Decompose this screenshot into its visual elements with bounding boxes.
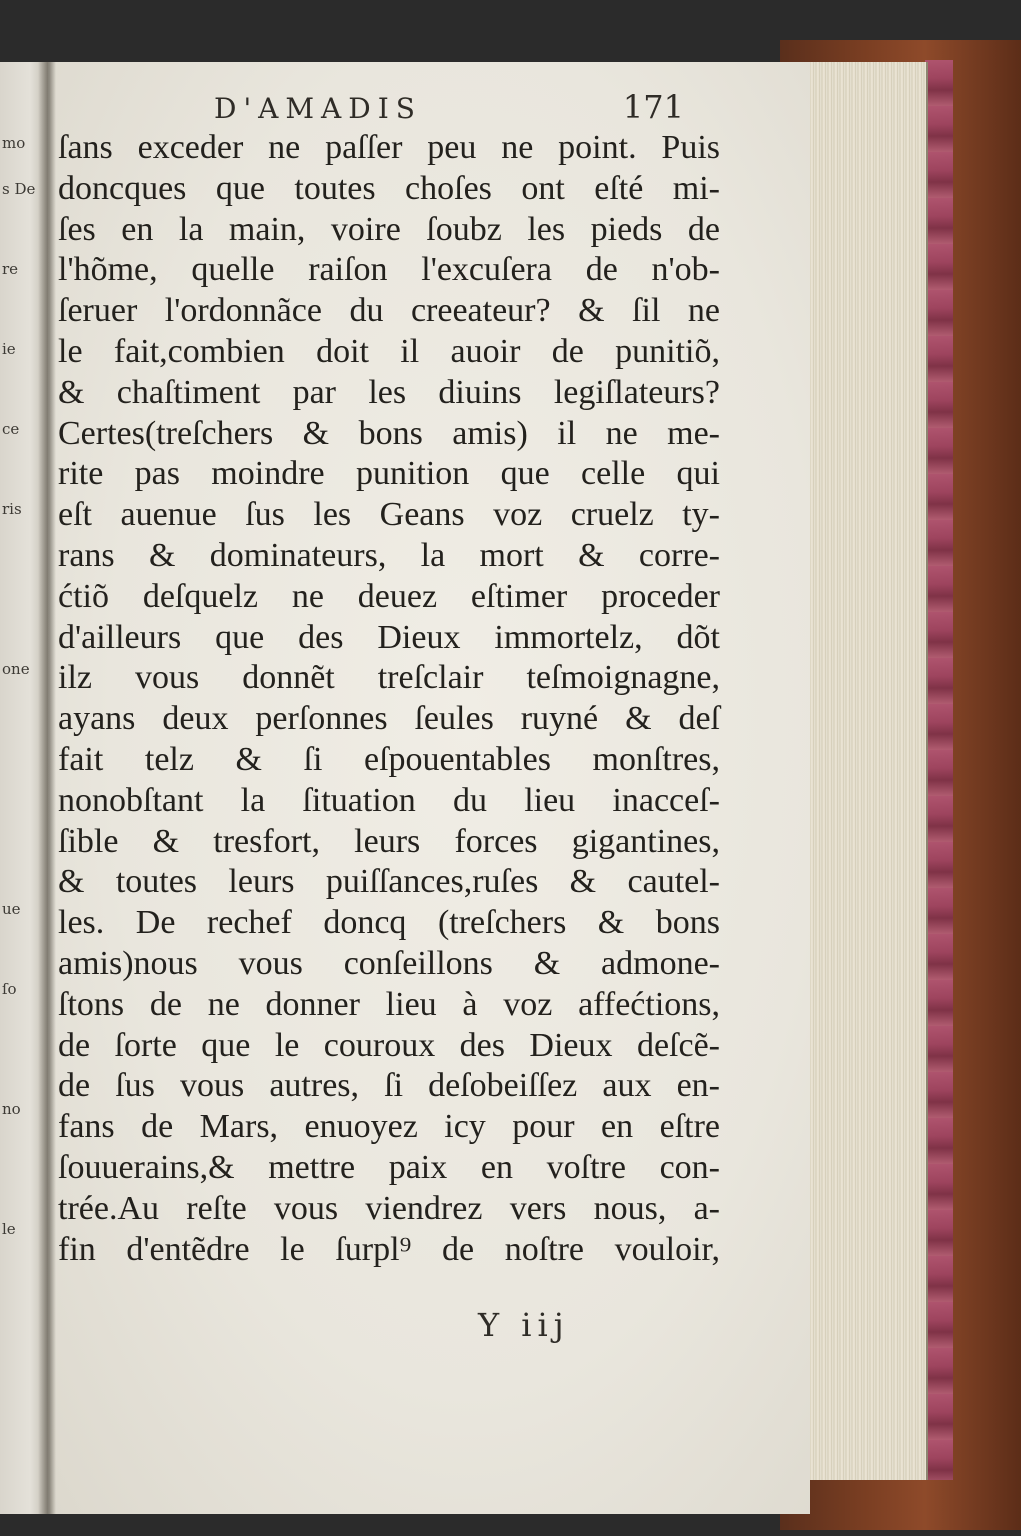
text-line: nonobſtant la ſituation du lieu inacceſ- [58, 781, 720, 819]
text-line: eſt auenue ſus les Geans voz cruelz ty- [58, 496, 720, 534]
text-line: de ſus vous autres, ſi deſobeiſſez aux en- [58, 1067, 720, 1105]
running-head: D'AMADIS [214, 92, 422, 125]
facing-page-fragment: ce [2, 420, 20, 438]
text-line: ſeruer l'ordonnãce du creeateur? & ſil ne [58, 292, 720, 330]
text-line: rite pas moindre punition que celle qui [58, 455, 720, 493]
text-line: fait telz & ſi eſpouentables monſtres, [58, 740, 720, 778]
text-line: Certes(treſchers & bons amis) il ne me- [58, 414, 720, 452]
facing-page-fragment: ſo [2, 980, 17, 998]
text-line: le fait,combien doit il auoir de punitiõ, [58, 332, 720, 370]
facing-page-fragment: ris [2, 500, 22, 518]
facing-page-fragment: one [2, 660, 30, 678]
text-line: rans & dominateurs, la mort & corre- [58, 536, 720, 574]
text-line: doncques que toutes choſes ont eſté mi- [58, 169, 720, 207]
facing-page-fragment: mo [2, 134, 26, 152]
page-gutter [38, 62, 56, 1514]
facing-page-fragment: le [2, 1220, 16, 1238]
facing-page-fragment: ie [2, 340, 16, 358]
text-line: ſible & tresfort, leurs forces gigantines, [58, 822, 720, 860]
text-line: & toutes leurs puiſſances,ruſes & cautel- [58, 863, 720, 901]
text-line: amis)nous vous conſeillons & admone- [58, 944, 720, 982]
text-line: trée.Au reſte vous viendrez vers nous, a- [58, 1189, 720, 1227]
text-line: de ſorte que le couroux des Dieux deſcẽ- [58, 1026, 720, 1064]
text-line: ſouuerains,& mettre paix en voſtre con- [58, 1148, 720, 1186]
text-line: ćtiõ deſquelz ne deuez eſtimer proceder [58, 577, 720, 615]
body-text [58, 128, 720, 1270]
text-line: & chaſtiment par les diuins legiſlateurs? [58, 373, 720, 411]
text-line: ſtons de ne donner lieu à voz affećtions, [58, 985, 720, 1023]
facing-page-fragment: ue [2, 900, 21, 918]
facing-page-fragment: no [2, 1100, 21, 1118]
facing-page-fragment: re [2, 260, 19, 278]
text-line: ſes en la main, voire ſoubz les pieds de [58, 210, 720, 248]
page-number: 171 [622, 88, 684, 126]
facing-page-fragment: s De [2, 180, 36, 198]
text-line: fin d'entẽdre le ſurpl⁹ de noſtre vouloir, [58, 1230, 720, 1268]
page-fore-edge [808, 62, 928, 1480]
marbled-edge [925, 60, 953, 1480]
text-line: ayans deux perſonnes ſeules ruyné & deſ [58, 700, 720, 738]
text-line: l'hõme, quelle raiſon l'excuſera de n'ob- [58, 251, 720, 289]
text-line: ſans exceder ne paſſer peu ne point. Puis [58, 129, 720, 166]
text-line: les. De rechef doncq (treſchers & bons [58, 904, 720, 942]
text-line: d'ailleurs que des Dieux immortelz, dõt [58, 618, 720, 656]
text-line: fans de Mars, enuoyez icy pour en eſtre [58, 1108, 720, 1146]
signature-mark: Y iij [478, 1306, 570, 1344]
text-line: ilz vous donnẽt treſclair teſmoignagne, [58, 659, 720, 697]
